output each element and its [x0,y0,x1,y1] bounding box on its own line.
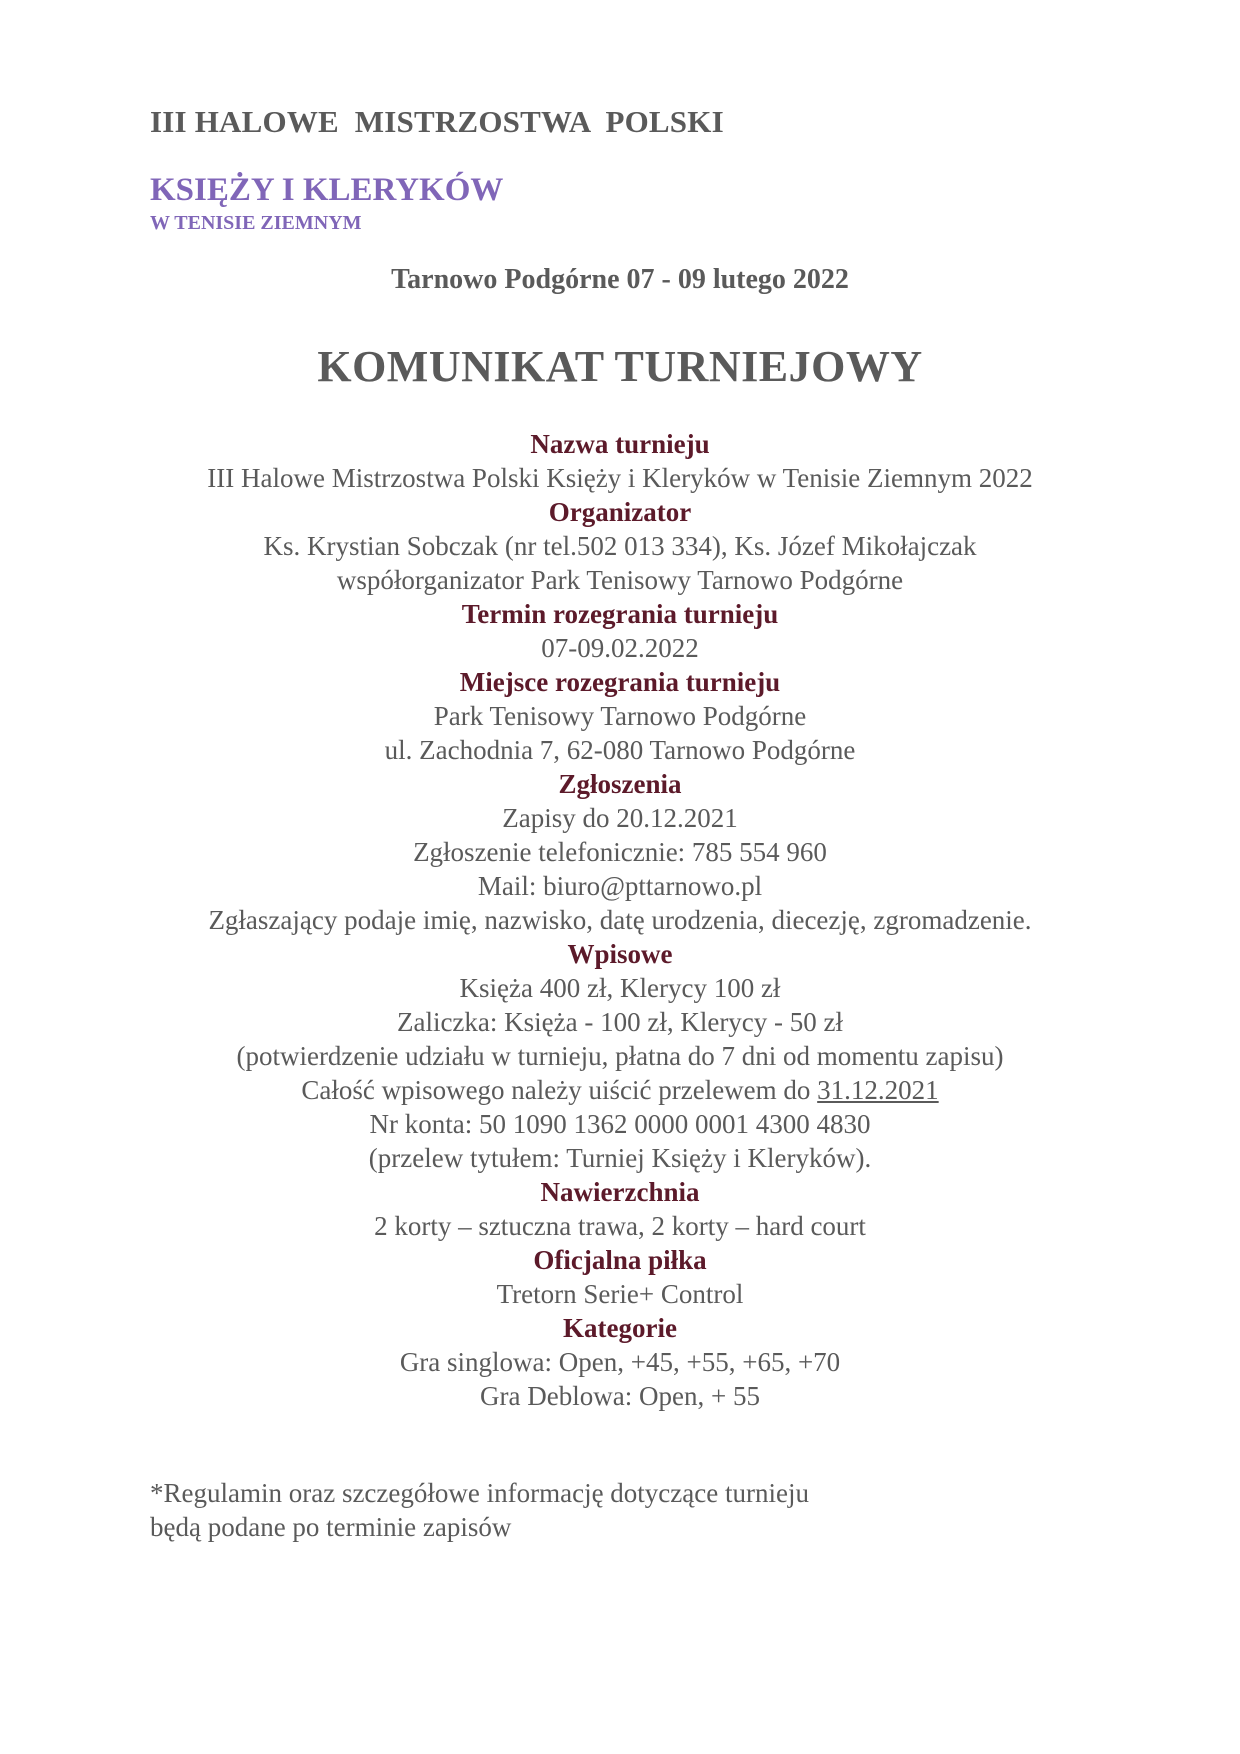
footnote [150,1476,809,1544]
fee-line: Księża 400 zł, Klerycy 100 zł [459,973,781,1003]
section-surface [0,1175,1240,1243]
section-heading: Oficjalna piłka [533,1245,707,1275]
section-ball [0,1243,1240,1311]
category-line: Gra singlowa: Open, +45, +55, +65, +70 [399,1347,841,1377]
registration-line: Zgłoszenie telefonicznie: 785 554 960 [413,837,827,867]
section-categories [0,1311,1240,1413]
section-tournament-name [0,427,1240,495]
section-heading: Zgłoszenia [558,769,682,799]
tournament-name-value: III Halowe Mistrzostwa Polski Księży i Kleryków w Tenisie Ziemnym 2022 [207,463,1033,493]
section-place [0,665,1240,767]
championship-subtitle: KSIĘŻY I KLERYKÓW [150,172,504,208]
fee-deadline-text: Całość wpisowego należy uiścić przelewem do [301,1075,818,1105]
section-heading: Miejsce rozegrania turnieju [459,667,781,697]
term-value: 07-09.02.2022 [541,633,699,663]
section-heading: Nazwa turnieju [530,429,710,459]
section-heading: Organizator [548,497,692,527]
fee-line [0,1073,1240,1107]
footnote-line: będą podane po terminie zapisów [150,1512,512,1542]
section-heading: Termin rozegrania turnieju [461,599,779,629]
organizer-line: Ks. Krystian Sobczak (nr tel.502 013 334), Ks. Józef Mikołajczak [263,531,977,561]
organizer-line: współorganizator Park Tenisowy Tarnowo Podgórne [336,565,904,595]
place-line: ul. Zachodnia 7, 62-080 Tarnowo Podgórne [384,735,856,765]
section-heading: Nawierzchnia [540,1177,700,1207]
tournament-details [0,427,1240,1413]
section-organizer [0,495,1240,597]
championship-discipline: W TENISIE ZIEMNYM [150,212,362,234]
registration-line: Zapisy do 20.12.2021 [502,803,738,833]
fee-line: (potwierdzenie udziału w turnieju, płatna do 7 dni od momentu zapisu) [236,1041,1004,1071]
fee-line: (przelew tytułem: Turniej Księży i Kleryków). [368,1143,872,1173]
fee-deadline-date: 31.12.2021 [817,1075,939,1105]
page-title: KOMUNIKAT TURNIEJOWY [317,342,923,391]
fee-line: Nr konta: 50 1090 1362 0000 0001 4300 4830 [369,1109,871,1139]
ball-value: Tretorn Serie+ Control [496,1279,744,1309]
section-heading: Wpisowe [567,939,673,969]
fee-line: Zaliczka: Księża - 100 zł, Klerycy - 50 zł [396,1007,844,1037]
championship-title: III HALOWE MISTRZOSTWA POLSKI [150,104,724,139]
section-registration [0,767,1240,937]
section-fee [0,937,1240,1175]
category-line: Gra Deblowa: Open, + 55 [480,1381,760,1411]
section-heading: Kategorie [563,1313,677,1343]
footnote-line: *Regulamin oraz szczegółowe informację dotyczące turnieju [150,1478,809,1508]
surface-value: 2 korty – sztuczna trawa, 2 korty – hard court [374,1211,866,1241]
section-term [0,597,1240,665]
registration-line: Zgłaszający podaje imię, nazwisko, datę urodzenia, diecezję, zgromadzenie. [208,905,1032,935]
registration-line: Mail: biuro@pttarnowo.pl [477,871,763,901]
place-line: Park Tenisowy Tarnowo Podgórne [433,701,807,731]
event-date-line: Tarnowo Podgórne 07 - 09 lutego 2022 [391,264,849,295]
